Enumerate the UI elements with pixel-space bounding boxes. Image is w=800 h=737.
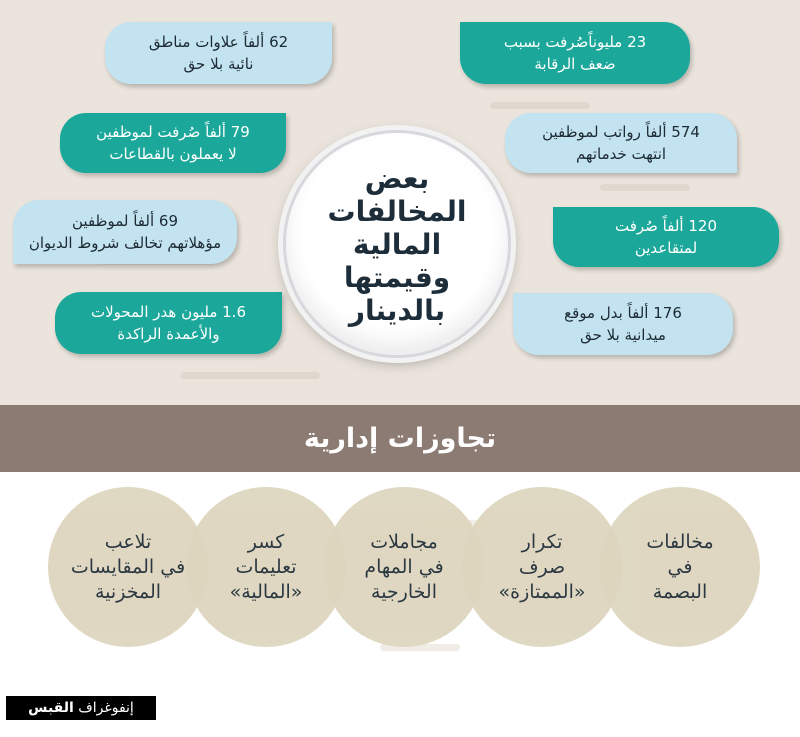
- footer-prefix: إنفوغراف: [78, 700, 134, 716]
- stat-bubble: [513, 293, 733, 355]
- bubble-line: 1.6 مليون هدر المحولات: [91, 303, 246, 321]
- violation-line: تعليمات: [235, 555, 297, 578]
- violation-line: مجاملات: [370, 530, 438, 553]
- violation-line: في: [667, 555, 693, 578]
- title-line: المالية: [352, 227, 442, 261]
- stat-bubble: [553, 207, 779, 267]
- section-title: تجاوزات إدارية: [303, 423, 497, 454]
- bubble-line: 176 ألفاً بدل موقع: [564, 304, 682, 322]
- title-line: وقيمتها: [343, 260, 451, 294]
- title-line: بعض: [364, 161, 430, 195]
- stat-bubble: [13, 200, 237, 264]
- section-band: [0, 405, 800, 472]
- bubble-line: والأعمدة الراكدة: [117, 325, 220, 343]
- stat-bubble: [505, 113, 737, 173]
- bubble-line: 79 ألفاً صُرفت لموظفين: [96, 123, 250, 141]
- bubble-line: 69 ألفاً لموظفين: [72, 212, 178, 230]
- bubble-line: 23 مليوناًصُرفت بسبب: [503, 33, 647, 51]
- stat-bubble: [60, 113, 286, 173]
- footer-credit: [6, 696, 156, 720]
- violation-circle: [186, 487, 346, 647]
- bubble-line: 62 ألفاً علاوات مناطق: [148, 33, 289, 51]
- violation-line: «المالية»: [229, 580, 303, 603]
- violation-circle: [600, 487, 760, 647]
- violation-line: صرف: [518, 555, 566, 578]
- footer-brand: القبس: [28, 700, 74, 716]
- bubble-line: مؤهلاتهم تخالف شروط الديوان: [28, 234, 222, 252]
- violation-line: تكرار: [521, 530, 563, 553]
- bubble-line: ضعف الرقابة: [534, 55, 616, 73]
- violation-line: في المقايسات: [70, 555, 186, 578]
- violation-line: مخالفات: [646, 530, 714, 553]
- violation-line: في المهام: [364, 555, 444, 578]
- title-line: بالدينار: [348, 293, 446, 327]
- bubble-line: 120 ألفاً صُرفت: [615, 217, 717, 235]
- violation-line: «الممتازة»: [498, 580, 586, 603]
- decorative-line: [600, 184, 690, 191]
- bubble-line: ميدانية بلا حق: [580, 326, 666, 344]
- bubble-line: لمتقاعدين: [634, 239, 698, 257]
- center-title-circle: [283, 130, 511, 358]
- stat-bubble: [460, 22, 690, 84]
- violation-line: البصمة: [652, 580, 708, 603]
- violation-circle: [462, 487, 622, 647]
- decorative-line: [180, 372, 320, 379]
- violation-line: تلاعب: [104, 530, 152, 553]
- stat-bubble: [55, 292, 282, 354]
- bubble-line: 574 ألفاً رواتب لموظفين: [542, 123, 700, 141]
- bubble-line: انتهت خدماتهم: [575, 145, 667, 163]
- violation-circle: [48, 487, 208, 647]
- bubble-line: نائية بلا حق: [183, 55, 254, 73]
- bubble-line: لا يعملون بالقطاعات: [109, 145, 237, 163]
- violation-line: كسر: [247, 530, 285, 553]
- violation-line: الخارجية: [371, 580, 437, 603]
- title-line: المخالفات: [327, 194, 467, 228]
- violation-line: المخزنية: [95, 580, 162, 603]
- decorative-line: [490, 102, 590, 109]
- stat-bubble: [105, 22, 332, 84]
- violation-circle: [324, 487, 484, 647]
